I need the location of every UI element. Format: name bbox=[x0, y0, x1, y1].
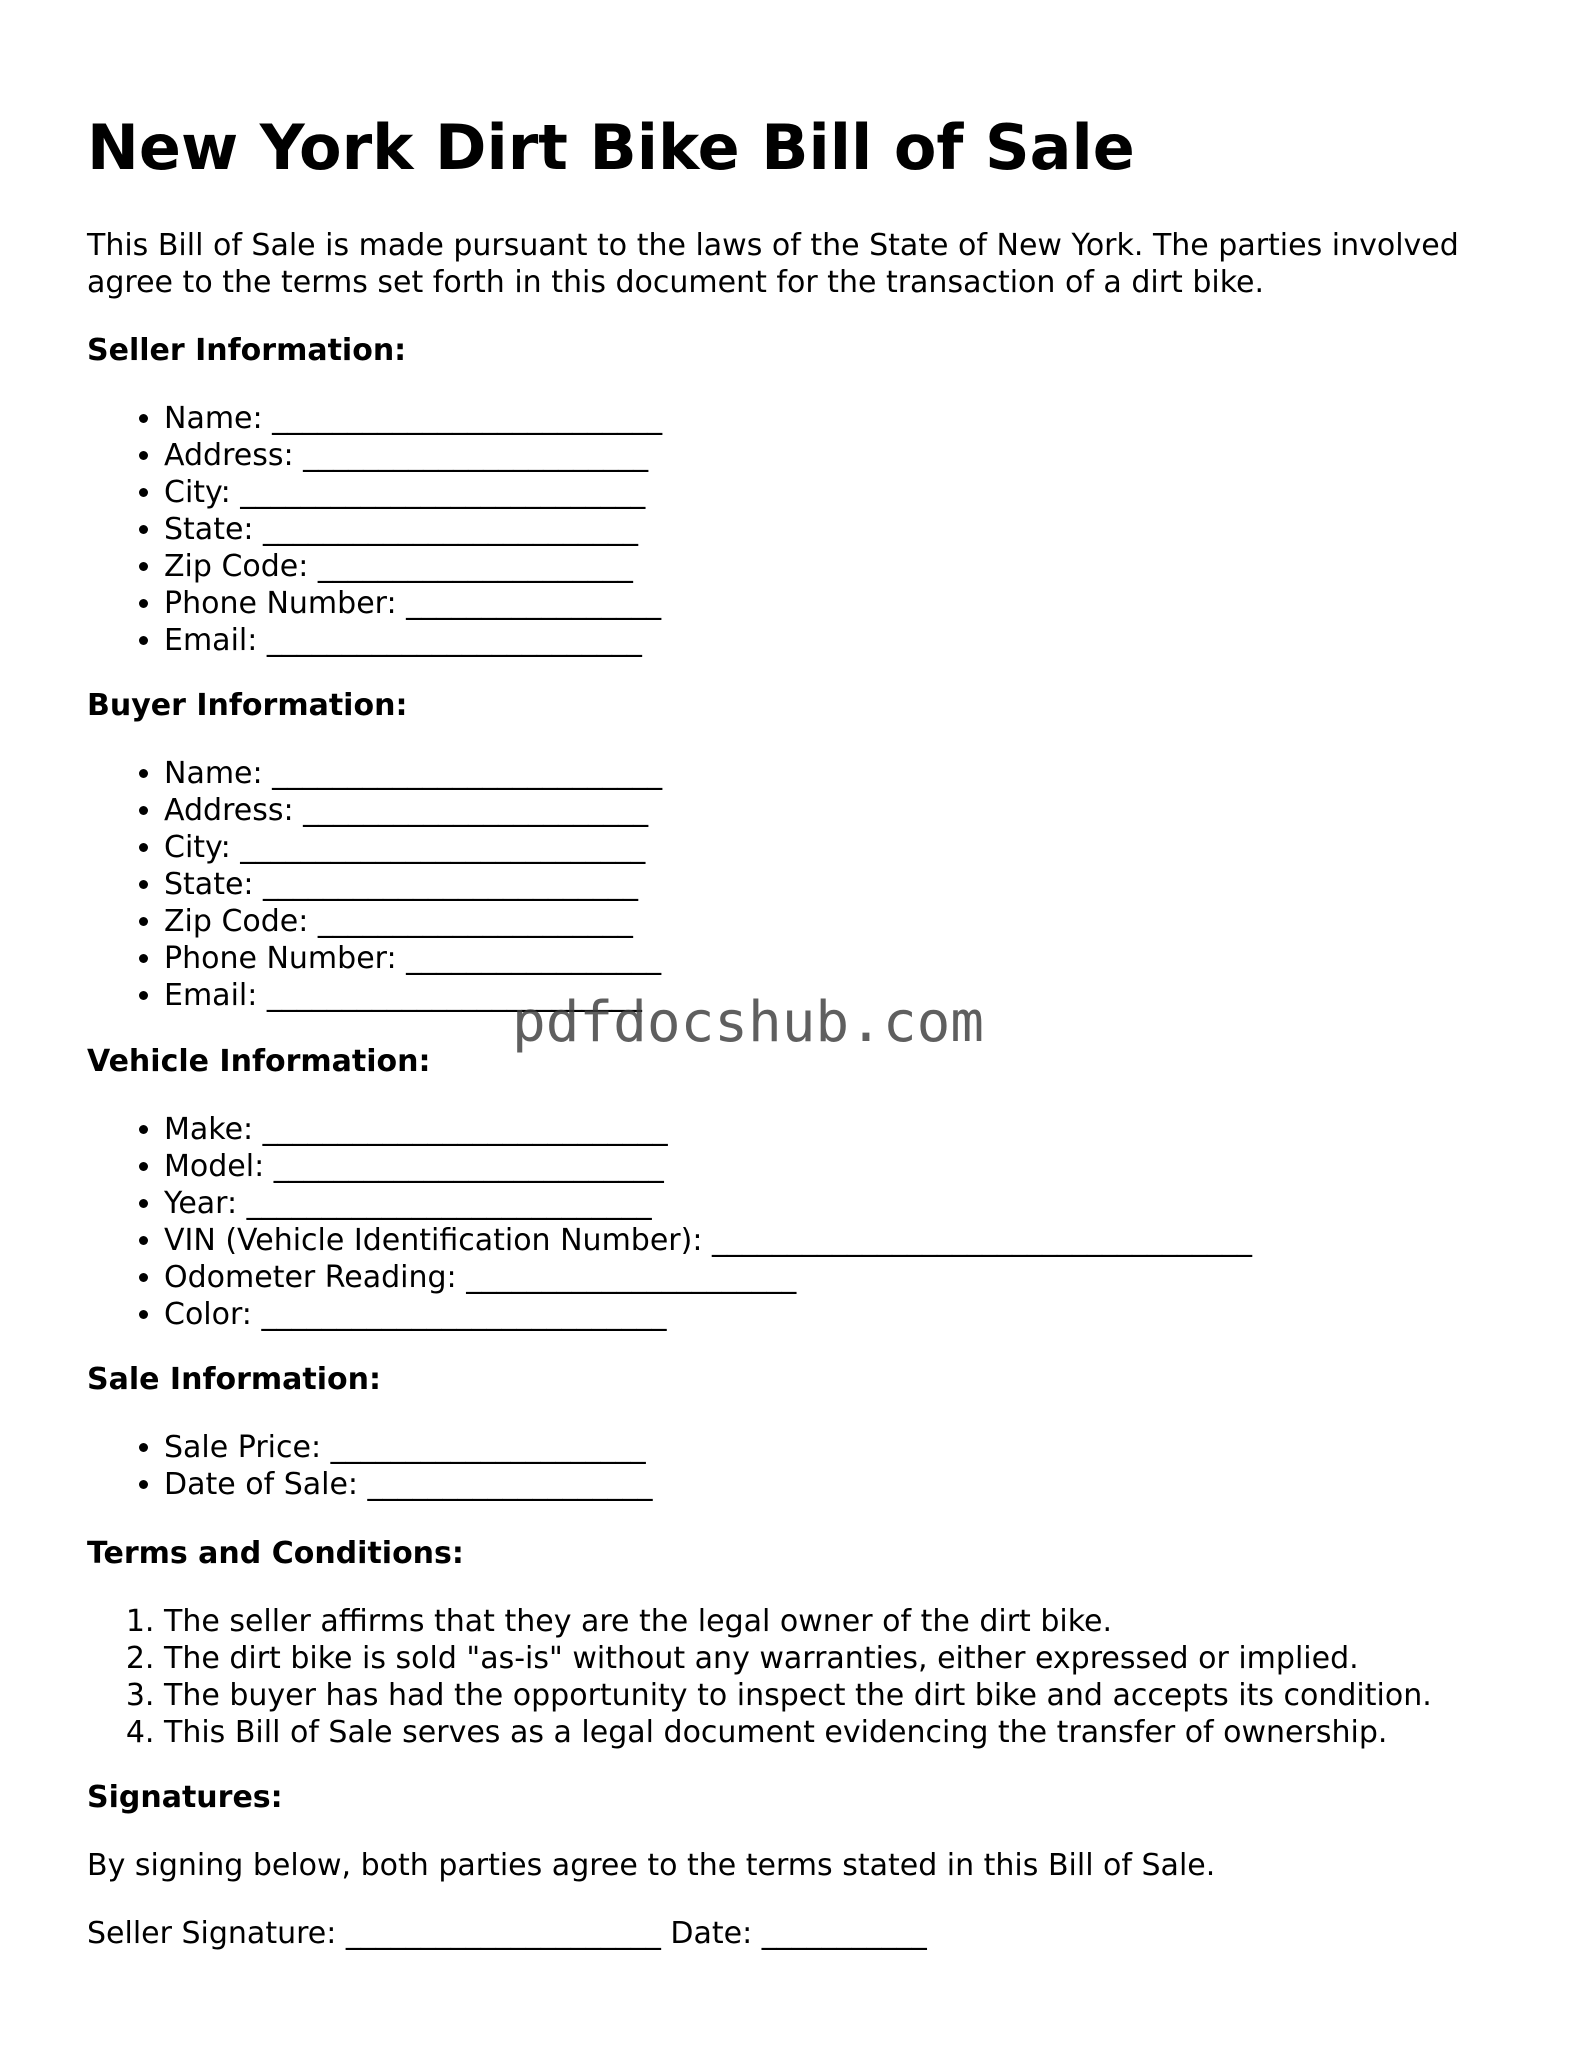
seller-city-field[interactable]: • City: ___________________________ bbox=[164, 474, 662, 511]
sale-heading: Sale Information: bbox=[87, 1362, 381, 1397]
vehicle-odometer-field[interactable]: • Odometer Reading: ______________________ bbox=[164, 1259, 1252, 1296]
sale-date-field[interactable]: • Date of Sale: ___________________ bbox=[164, 1466, 653, 1503]
seller-name-field[interactable]: • Name: __________________________ bbox=[164, 400, 662, 437]
terms-list bbox=[87, 1603, 1432, 1751]
watermark: pdfdocshub.com bbox=[512, 990, 985, 1055]
vehicle-heading: Vehicle Information: bbox=[87, 1044, 431, 1079]
seller-email-field[interactable]: • Email: _________________________ bbox=[164, 622, 662, 659]
seller-phone-field[interactable]: • Phone Number: _________________ bbox=[164, 585, 662, 622]
signatures-heading: Signatures: bbox=[87, 1780, 283, 1815]
vehicle-vin-field[interactable]: • VIN (Vehicle Identification Number): ____________________________________ bbox=[164, 1222, 1252, 1259]
intro-paragraph: This Bill of Sale is made pursuant to the laws of the State of New York. The parties involved agree to the terms set forth in this document for the transaction of a dirt bike. bbox=[87, 228, 1459, 300]
seller-zip-field[interactable]: • Zip Code: _____________________ bbox=[164, 548, 662, 585]
buyer-phone-field[interactable]: • Phone Number: _________________ bbox=[164, 940, 662, 977]
buyer-address-field[interactable]: • Address: _______________________ bbox=[164, 792, 662, 829]
vehicle-year-field[interactable]: • Year: ___________________________ bbox=[164, 1185, 1252, 1222]
term-item: 2. The dirt bike is sold "as-is" without any warranties, either expressed or implied. bbox=[164, 1640, 1432, 1677]
buyer-city-field[interactable]: • City: ___________________________ bbox=[164, 829, 662, 866]
seller-signature-line[interactable]: Seller Signature: _____________________ Date: ___________ bbox=[87, 1916, 927, 1951]
seller-fields bbox=[87, 400, 662, 659]
term-item: 3. The buyer has had the opportunity to inspect the dirt bike and accepts its condition. bbox=[164, 1677, 1432, 1714]
vehicle-color-field[interactable]: • Color: ___________________________ bbox=[164, 1296, 1252, 1333]
buyer-fields bbox=[87, 755, 662, 1014]
signatures-statement: By signing below, both parties agree to the terms stated in this Bill of Sale. bbox=[87, 1848, 1216, 1883]
seller-address-field[interactable]: • Address: _______________________ bbox=[164, 437, 662, 474]
buyer-name-field[interactable]: • Name: __________________________ bbox=[164, 755, 662, 792]
seller-heading: Seller Information: bbox=[87, 333, 407, 368]
term-item: 4. This Bill of Sale serves as a legal document evidencing the transfer of ownership. bbox=[164, 1714, 1432, 1751]
sale-price-field[interactable]: • Sale Price: _____________________ bbox=[164, 1429, 653, 1466]
seller-state-field[interactable]: • State: _________________________ bbox=[164, 511, 662, 548]
terms-heading: Terms and Conditions: bbox=[87, 1536, 464, 1571]
vehicle-fields bbox=[87, 1111, 1252, 1333]
vehicle-make-field[interactable]: • Make: ___________________________ bbox=[164, 1111, 1252, 1148]
buyer-heading: Buyer Information: bbox=[87, 688, 408, 723]
buyer-zip-field[interactable]: • Zip Code: _____________________ bbox=[164, 903, 662, 940]
vehicle-model-field[interactable]: • Model: __________________________ bbox=[164, 1148, 1252, 1185]
document-title: New York Dirt Bike Bill of Sale bbox=[87, 111, 1135, 184]
buyer-email-field[interactable]: • Email: _________________________ bbox=[164, 977, 662, 1014]
sale-fields bbox=[87, 1429, 653, 1503]
term-item: 1. The seller affirms that they are the legal owner of the dirt bike. bbox=[164, 1603, 1432, 1640]
buyer-state-field[interactable]: • State: _________________________ bbox=[164, 866, 662, 903]
